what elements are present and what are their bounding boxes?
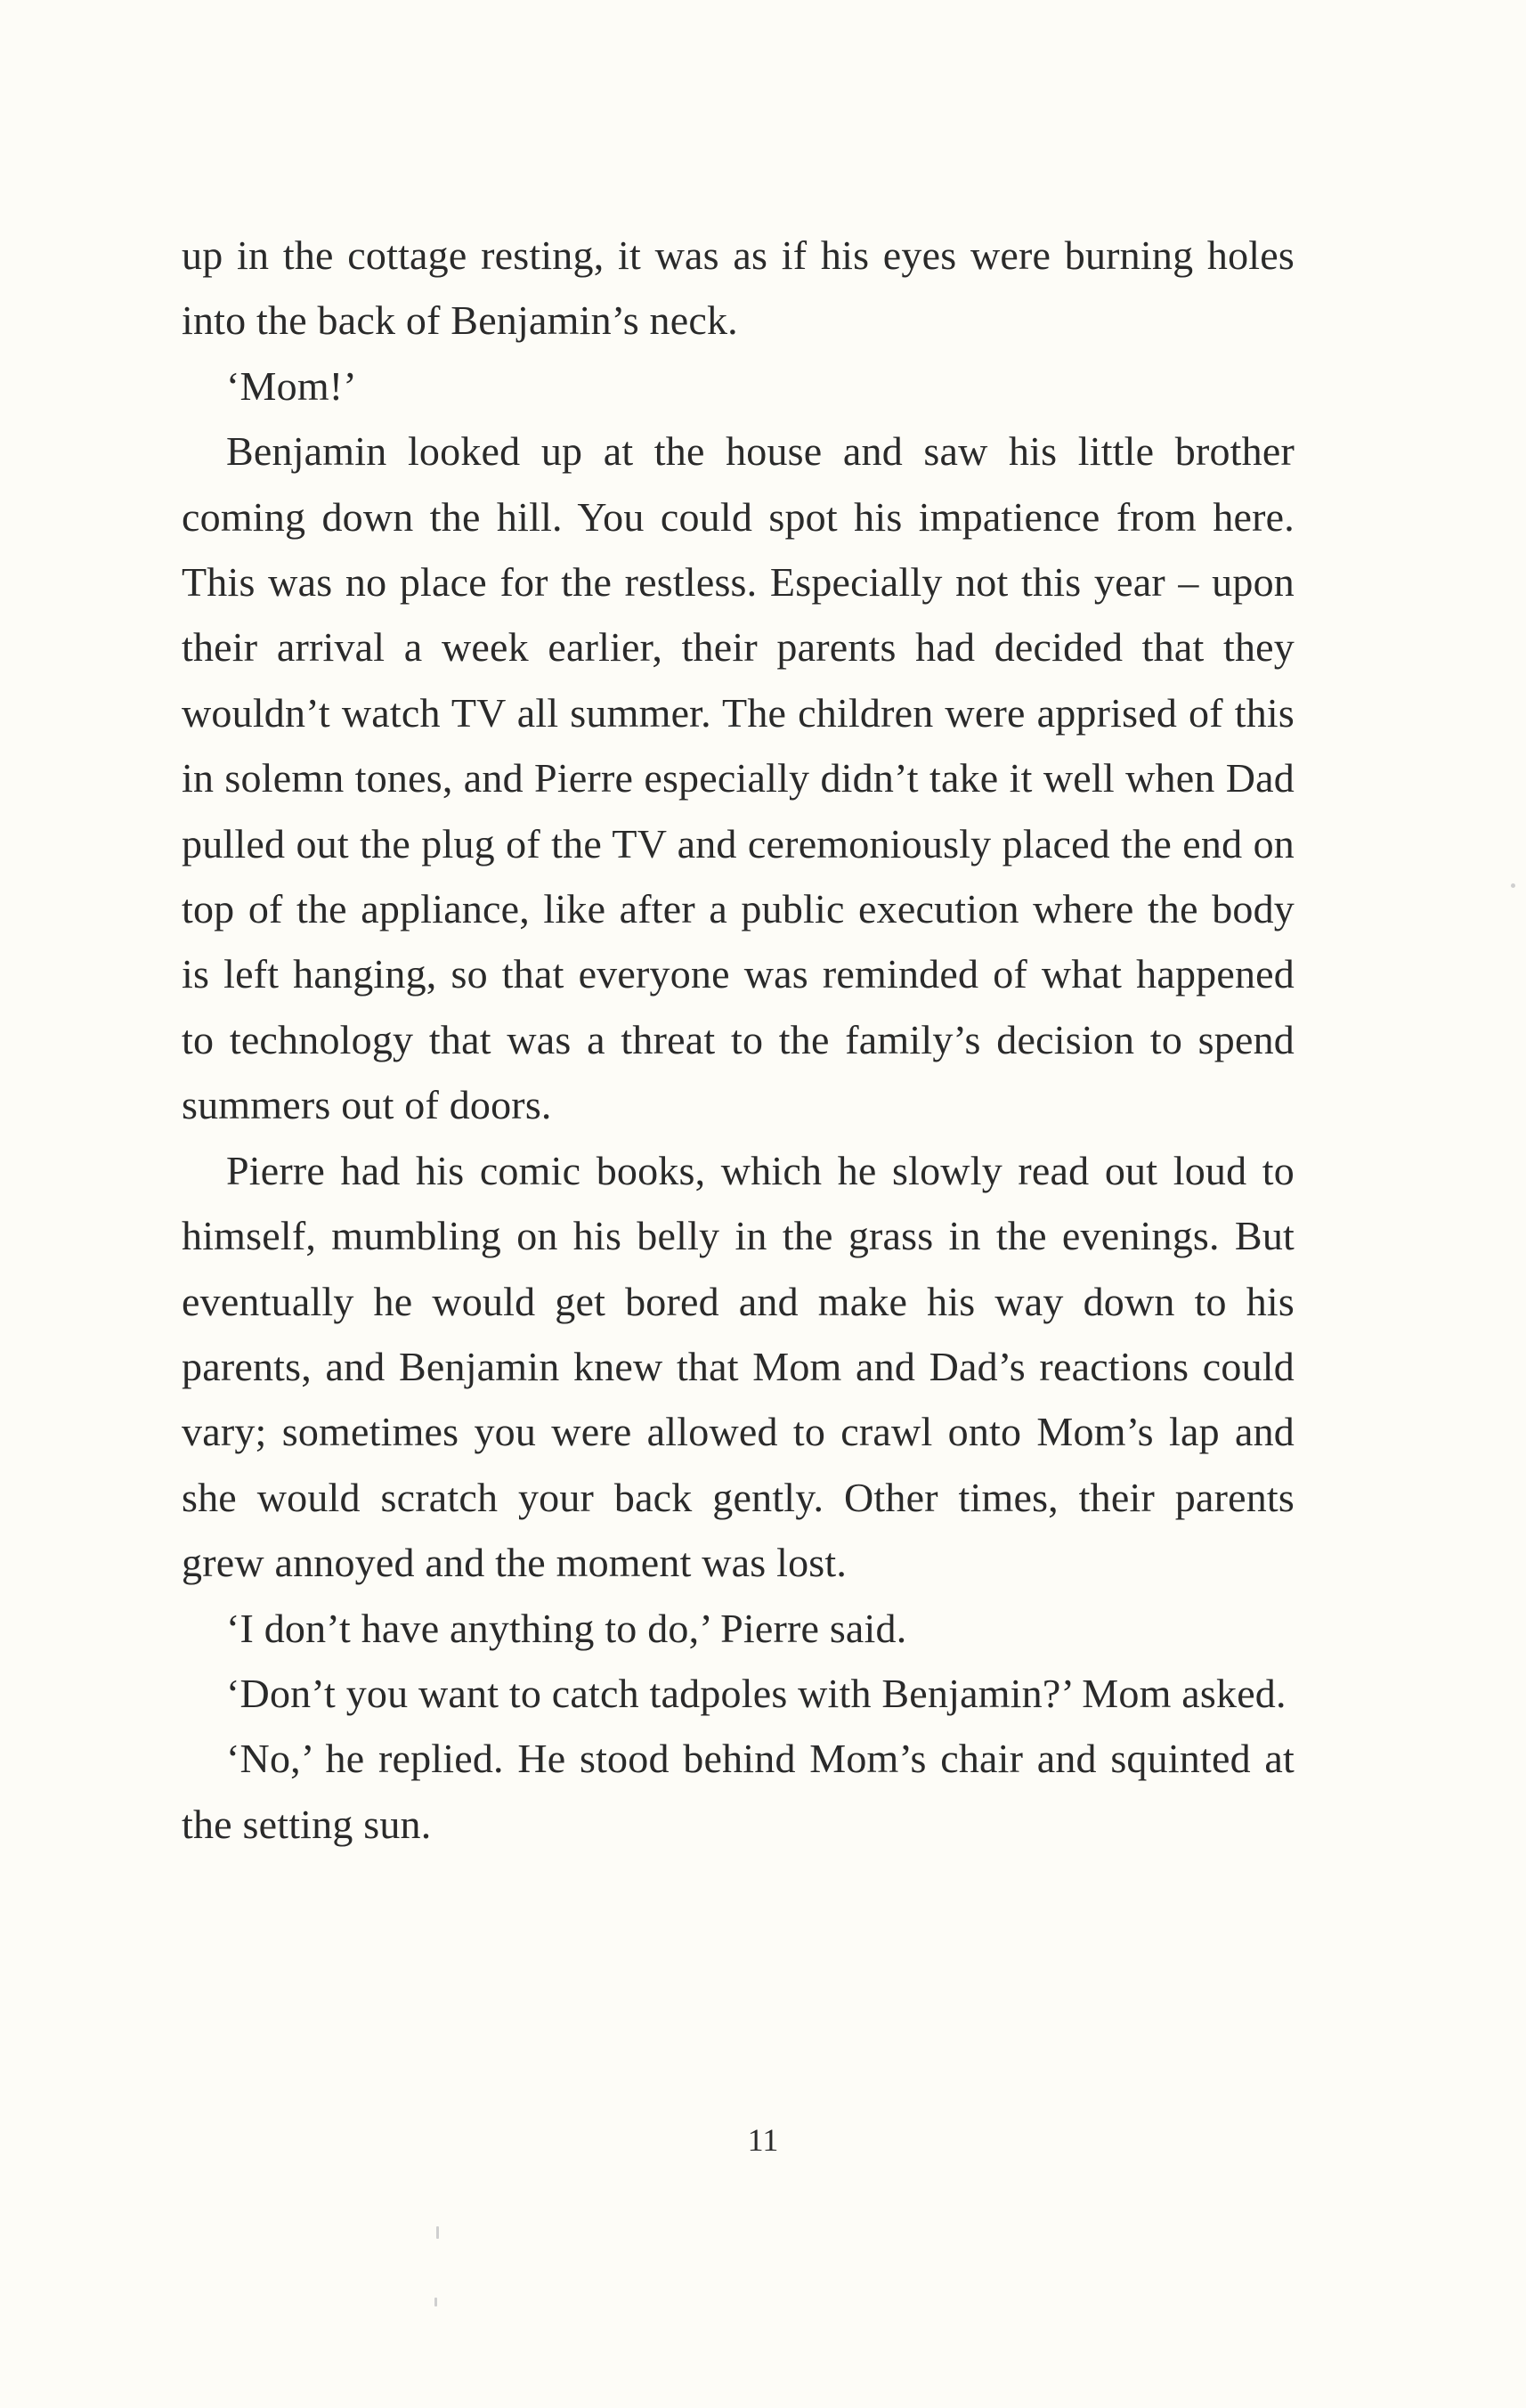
paragraph-continued: up in the cottage resting, it was as if his eyes were burning holes into the back of Benjamin’s neck. bbox=[182, 232, 1295, 344]
paragraph: ‘No,’ he replied. He stood behind Mom’s chair and squinted at the setting sun. bbox=[182, 1736, 1295, 1847]
scan-speck bbox=[434, 2298, 437, 2306]
page-number: 11 bbox=[747, 2122, 779, 2158]
scan-speck bbox=[436, 2226, 439, 2239]
body-text bbox=[182, 223, 1295, 1857]
paragraph: Pierre had his comic books, which he slowly read out loud to himself, mumbling on his belly in the grass in the evenings. But eventually he would get bored and make his way down to his parents, and Benjamin knew that Mom and Dad’s reactions could vary; sometimes you were allowed to crawl onto Mom’s lap and she would scratch your back gently. Other times, their parents grew annoyed and the moment was lost. bbox=[182, 1147, 1295, 1586]
paragraph: ‘Don’t you want to catch tadpoles with Benjamin?’ Mom asked. bbox=[226, 1670, 1287, 1716]
paragraph: ‘I don’t have anything to do,’ Pierre said. bbox=[226, 1605, 907, 1651]
paragraph: ‘Mom!’ bbox=[226, 362, 357, 409]
paragraph: Benjamin looked up at the house and saw his little brother coming down the hill. You could spot his impatience from here. This was no place for the restless. Especially not this year – upon their arrival a week earlier, their parents had decided that they wouldn’t watch TV all summer. The children were apprised of this in solemn tones, and Pierre especially didn’t take it well when Dad pulled out the plug of the TV and ceremoniously placed the end on top of the appliance, like after a public execution where the body is left hanging, so that everyone was reminded of what happened to technology that was a threat to the family’s decision to spend summers out of doors. bbox=[182, 428, 1295, 1128]
scan-speck bbox=[1511, 883, 1515, 888]
